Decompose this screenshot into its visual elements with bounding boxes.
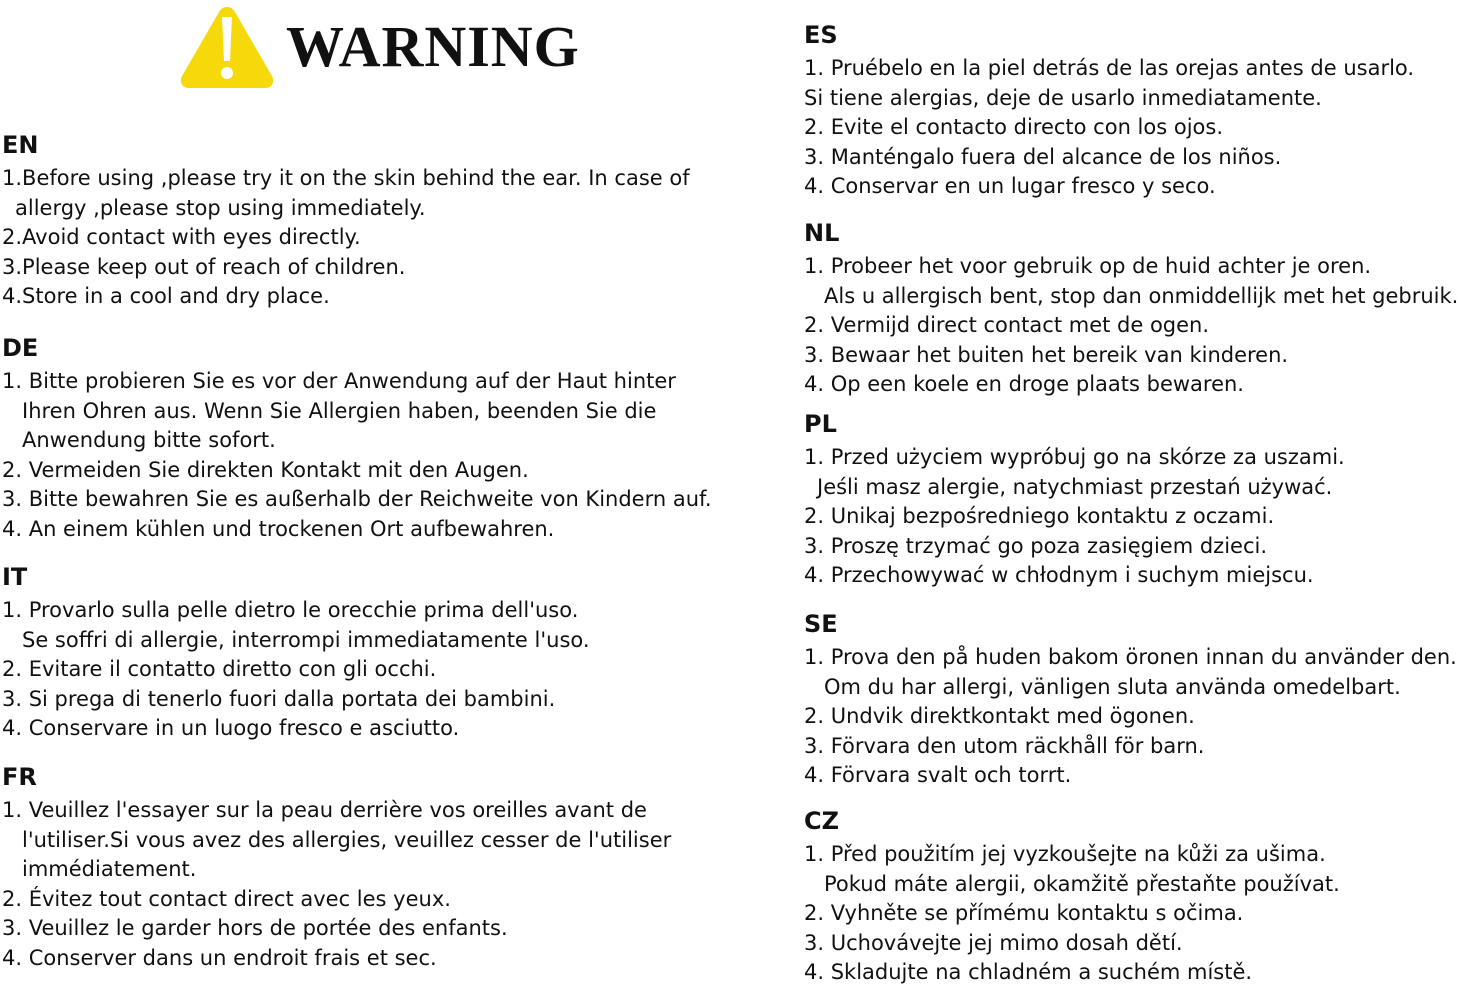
- instruction-line: Ihren Ohren aus. Wenn Sie Allergien haben, beenden Sie die: [22, 398, 657, 423]
- instruction-line: 2. Undvik direktkontakt med ögonen.: [804, 704, 1195, 729]
- instruction-line: l'utiliser.Si vous avez des allergies, veuillez cesser de l'utiliser: [22, 827, 672, 852]
- section-nl: [804, 218, 1482, 400]
- language-code: NL: [804, 219, 840, 247]
- language-code: CZ: [804, 807, 840, 835]
- language-code: FR: [2, 763, 37, 791]
- language-code: IT: [2, 563, 28, 591]
- instruction-line: Als u allergisch bent, stop dan onmiddellijk met het gebruik.: [824, 283, 1459, 308]
- instruction-line: 3. Uchovávejte jej mimo dosah dětí.: [804, 930, 1183, 955]
- section-pl: [804, 409, 1482, 591]
- instruction-line: Se soffri di allergie, interrompi immediatamente l'uso.: [22, 627, 590, 652]
- instruction-line: 2. Evitare il contatto diretto con gli occhi.: [2, 657, 437, 682]
- instruction-line: 1. Před použitím jej vyzkoušejte na kůži za ušima.: [804, 842, 1326, 866]
- instruction-line: 2. Vyhněte se přímému kontaktu s očima.: [804, 901, 1244, 926]
- instruction-line: 2. Évitez tout contact direct avec les yeux.: [2, 886, 451, 911]
- instruction-line: 3. Si prega di tenerlo fuori dalla portata dei bambini.: [2, 686, 556, 711]
- instruction-line: 4. Conservare in un luogo fresco e asciutto.: [2, 716, 460, 741]
- instruction-line: Si tiene alergias, deje de usarlo inmediatamente.: [804, 85, 1322, 110]
- instruction-line: Om du har allergi, vänligen sluta använda omedelbart.: [824, 674, 1401, 699]
- instruction-line: 4. An einem kühlen und trockenen Ort aufbewahren.: [2, 516, 555, 541]
- instruction-line: 1. Veuillez l'essayer sur la peau derrière vos oreilles avant de: [2, 798, 647, 822]
- section-cz: [804, 806, 1482, 988]
- warning-header: [178, 2, 580, 92]
- instruction-line: 3. Förvara den utom räckhåll för barn.: [804, 733, 1205, 758]
- language-code: ES: [804, 21, 838, 49]
- section-fr: [2, 762, 762, 974]
- instruction-line: 3. Proszę trzymać go poza zasięgiem dzieci.: [804, 533, 1268, 558]
- instruction-line: 2. Evite el contacto directo con los ojos.: [804, 115, 1223, 140]
- instruction-line: 4. Op een koele en droge plaats bewaren.: [804, 372, 1244, 397]
- instruction-line: 1. Bitte probieren Sie es vor der Anwendung auf der Haut hinter: [2, 369, 676, 393]
- section-es: [804, 20, 1482, 202]
- instruction-line: 2. Vermeiden Sie direkten Kontakt mit den Augen.: [2, 457, 529, 482]
- instruction-line: 1. Probeer het voor gebruik op de huid achter je oren.: [804, 254, 1372, 278]
- instruction-line: 3. Veuillez le garder hors de portée des enfants.: [2, 916, 508, 941]
- language-code: EN: [2, 131, 39, 159]
- instruction-line: Jeśli masz alergie, natychmiast przestań używać.: [817, 474, 1333, 499]
- instruction-line: 1. Prova den på huden bakom öronen innan du använder den.: [804, 645, 1457, 669]
- instruction-line: Pokud máte alergii, okamžitě přestaňte používat.: [824, 871, 1340, 896]
- instruction-line: 2.Avoid contact with eyes directly.: [2, 225, 361, 250]
- section-de: [2, 333, 762, 545]
- instruction-line: 3. Bewaar het buiten het bereik van kinderen.: [804, 342, 1289, 367]
- instruction-line: 4.Store in a cool and dry place.: [2, 284, 330, 309]
- instruction-line: 4. Conservar en un lugar fresco y seco.: [804, 174, 1216, 199]
- instruction-line: 1. Pruébelo en la piel detrás de las orejas antes de usarlo.: [804, 56, 1415, 80]
- language-code: DE: [2, 334, 39, 362]
- instruction-line: 1. Przed użyciem wypróbuj go na skórze za uszami.: [804, 445, 1345, 469]
- instruction-line: 2. Vermijd direct contact met de ogen.: [804, 313, 1210, 338]
- instruction-line: allergy ,please stop using immediately.: [15, 195, 426, 220]
- instruction-line: 4. Skladujte na chladném a suchém místě.: [804, 960, 1253, 985]
- section-se: [804, 609, 1482, 791]
- instruction-line: 4. Conserver dans un endroit frais et sec.: [2, 945, 437, 970]
- instruction-line: 3. Bitte bewahren Sie es außerhalb der Reichweite von Kindern auf.: [2, 487, 712, 512]
- instruction-line: 4. Przechowywać w chłodnym i suchym miejscu.: [804, 563, 1314, 588]
- language-code: PL: [804, 410, 837, 438]
- page-title: WARNING: [286, 14, 580, 79]
- section-it: [2, 562, 762, 744]
- instruction-line: 1.Before using ,please try it on the skin behind the ear. In case of: [2, 166, 690, 190]
- language-code: SE: [804, 610, 838, 638]
- instruction-line: 3. Manténgalo fuera del alcance de los niños.: [804, 144, 1282, 169]
- instruction-line: Anwendung bitte sofort.: [22, 428, 276, 453]
- instruction-line: 3.Please keep out of reach of children.: [2, 254, 406, 279]
- warning-triangle-icon: [178, 3, 276, 91]
- section-en: [2, 130, 762, 312]
- instruction-line: 1. Provarlo sulla pelle dietro le orecchie prima dell'uso.: [2, 598, 579, 622]
- instruction-line: 4. Förvara svalt och torrt.: [804, 763, 1072, 788]
- instruction-line: 2. Unikaj bezpośredniego kontaktu z oczami.: [804, 504, 1275, 529]
- instruction-line: immédiatement.: [22, 857, 197, 882]
